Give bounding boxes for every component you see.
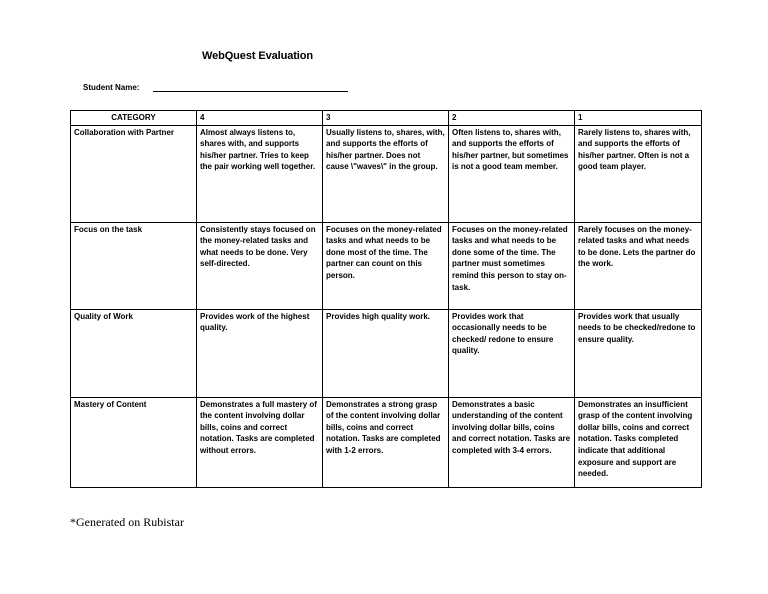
- table-row: [71, 397, 702, 487]
- row-category: Focus on the task: [71, 222, 197, 309]
- table-row: [71, 309, 702, 397]
- footnote: *Generated on Rubistar: [70, 515, 184, 529]
- row-category: Quality of Work: [71, 309, 197, 397]
- header-score-3: 3: [323, 111, 449, 126]
- student-name-label: Student Name:: [83, 83, 140, 92]
- rubric-cell: Consistently stays focused on the money-related tasks and what needs to be done. Very self-directed.: [197, 222, 323, 309]
- header-score-2: 2: [449, 111, 575, 126]
- rubric-table: [70, 110, 702, 488]
- row-category: Mastery of Content: [71, 397, 197, 487]
- rubric-cell: Rarely focuses on the money-related tasks and what needs to be done. Lets the partner do the work.: [575, 222, 702, 309]
- rubric-cell: Usually listens to, shares, with, and supports the efforts of his/her partner. Does not cause \"waves\" in the group.: [323, 125, 449, 222]
- rubric-cell: Provides high quality work.: [323, 309, 449, 397]
- rubric-cell: Focuses on the money-related tasks and what needs to be done most of the time. The partner can count on this person.: [323, 222, 449, 309]
- rubric-cell: Provides work that occasionally needs to be checked/ redone to ensure quality.: [449, 309, 575, 397]
- rubric-cell: Rarely listens to, shares with, and supports the efforts of his/her partner. Often is not a good team player.: [575, 125, 702, 222]
- student-name-field[interactable]: [153, 91, 348, 92]
- header-score-1: 1: [575, 111, 702, 126]
- rubric-cell: Almost always listens to, shares with, and supports his/her partner. Tries to keep the pair working well together.: [197, 125, 323, 222]
- rubric-cell: Demonstrates an insufficient grasp of the content involving dollar bills, coins and correct notation. Tasks completed indicate that additional exposure and support are needed.: [575, 397, 702, 487]
- table-row: [71, 125, 702, 222]
- row-category: Collaboration with Partner: [71, 125, 197, 222]
- rubric-cell: Demonstrates a strong grasp of the content involving dollar bills, coins and correct notation. Tasks are completed with 1-2 errors.: [323, 397, 449, 487]
- rubric-cell: Demonstrates a basic understanding of the content involving dollar bills, coins and correct notation. Tasks are completed with 3-4 errors.: [449, 397, 575, 487]
- rubric-cell: Provides work that usually needs to be checked/redone to ensure quality.: [575, 309, 702, 397]
- rubric-cell: Provides work of the highest quality.: [197, 309, 323, 397]
- rubric-cell: Often listens to, shares with, and supports the efforts of his/her partner, but sometimes is not a good team member.: [449, 125, 575, 222]
- table-header-row: [71, 111, 702, 126]
- rubric-cell: Focuses on the money-related tasks and what needs to be done some of the time. The partner must sometimes remind this person to stay on-task.: [449, 222, 575, 309]
- rubric-cell: Demonstrates a full mastery of the content involving dollar bills, coins and correct notation. Tasks are completed without errors.: [197, 397, 323, 487]
- page-title: WebQuest Evaluation: [202, 50, 313, 62]
- header-score-4: 4: [197, 111, 323, 126]
- header-category: CATEGORY: [71, 111, 197, 126]
- table-row: [71, 222, 702, 309]
